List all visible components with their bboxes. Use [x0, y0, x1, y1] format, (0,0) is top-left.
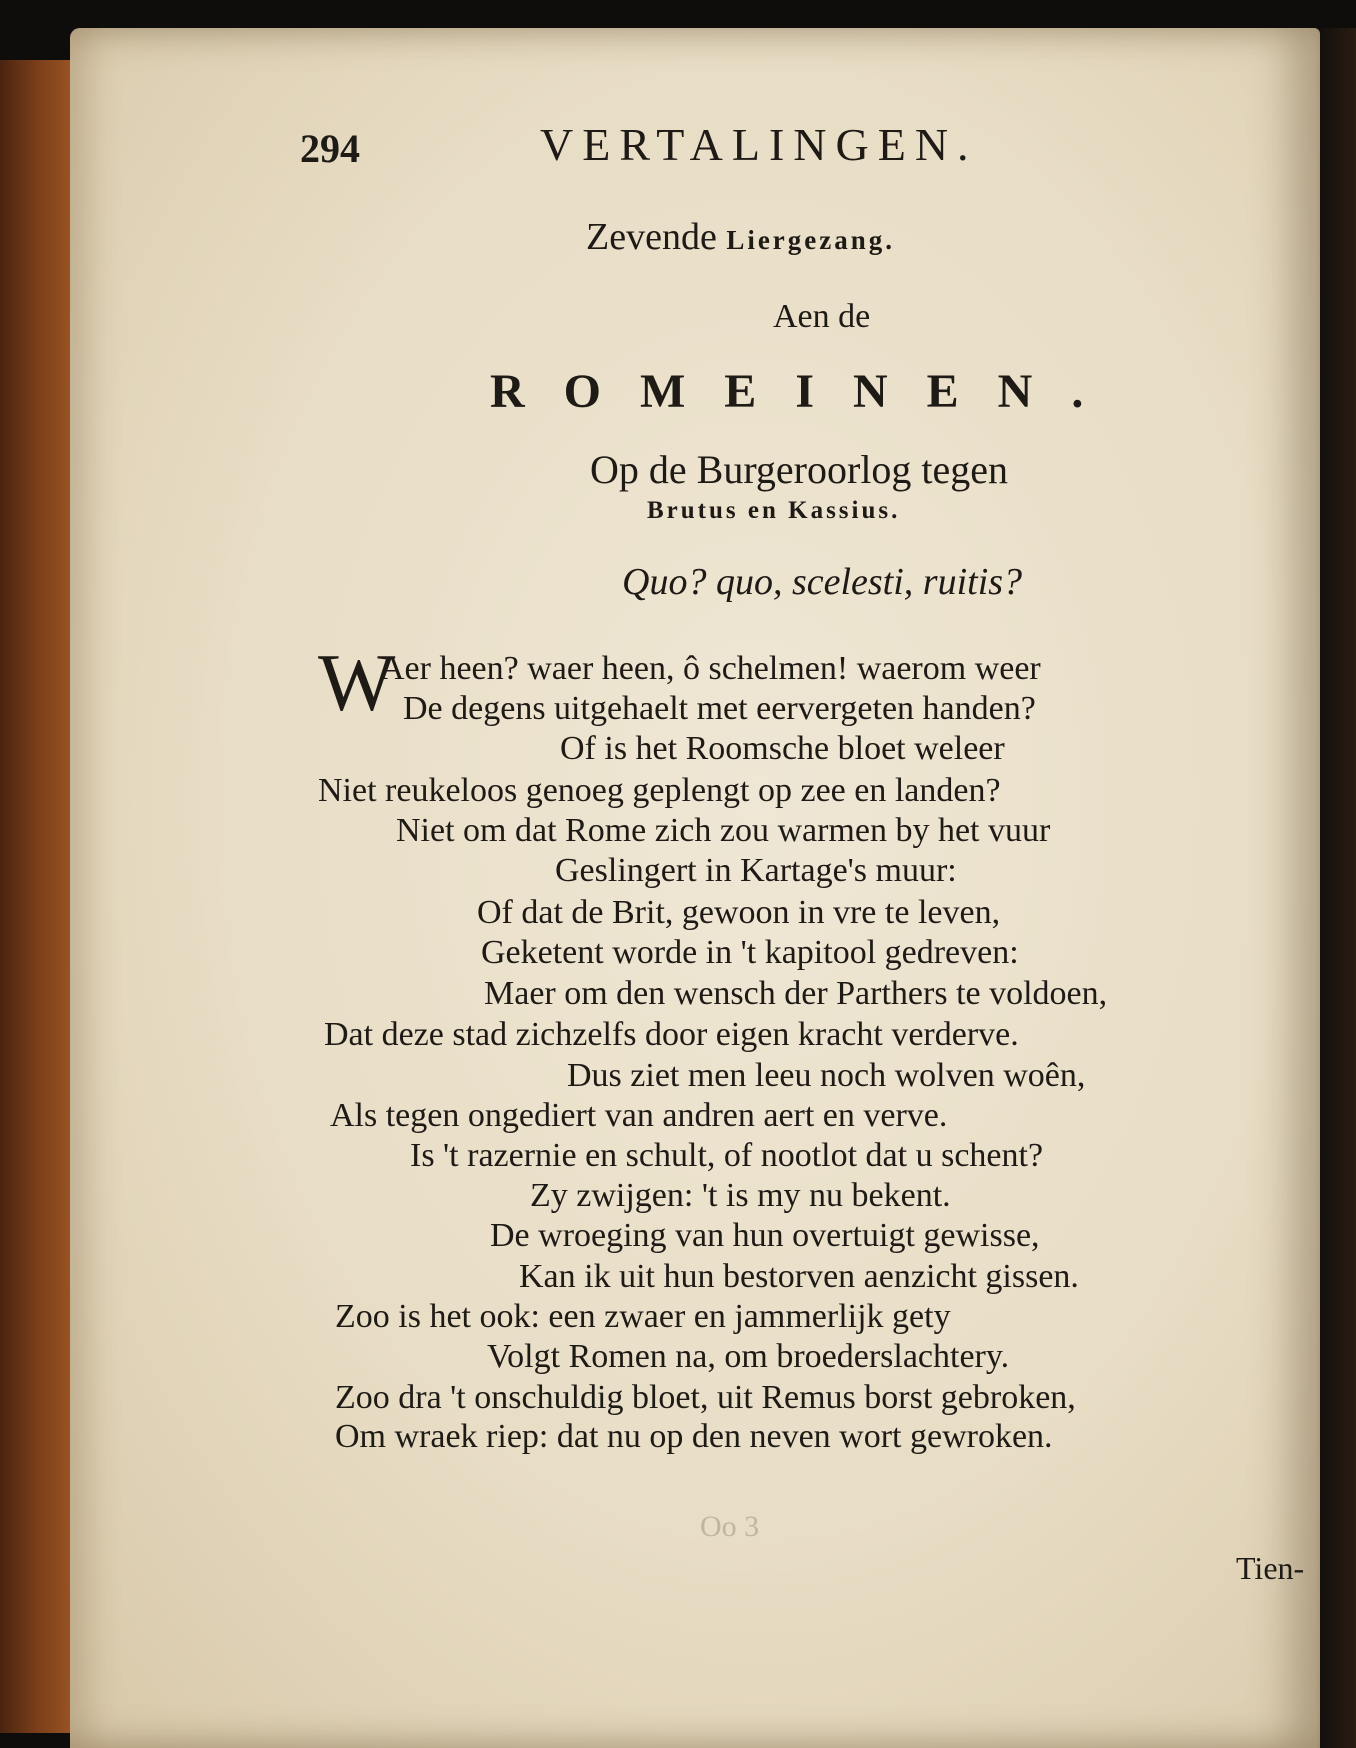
poem-line: Maer om den wensch der Parthers te voldoen, [484, 975, 1108, 1012]
poem-line: Niet om dat Rome zich zou warmen by het vuur [396, 812, 1051, 849]
poem-line: Om wraek riep: dat nu op den neven wort gewroken. [335, 1418, 1053, 1455]
poem-line: Geketent worde in 't kapitool gedreven: [481, 934, 1019, 971]
poem-line: Niet reukeloos genoeg geplengt op zee en landen? [318, 772, 1001, 809]
song-heading [586, 215, 895, 259]
addressee-title: ROMEINEN. [490, 365, 1123, 418]
page-gutter [1316, 28, 1356, 1748]
page-number: 294 [300, 126, 360, 171]
latin-motto: Quo? quo, scelesti, ruitis? [622, 561, 1023, 603]
poem-line: Geslingert in Kartage's muur: [555, 852, 957, 889]
song-type: Liergezang. [726, 225, 896, 255]
poem-line: Als tegen ongediert van andren aert en verve. [330, 1097, 948, 1134]
running-head: VERTALINGEN. [540, 119, 978, 170]
subtitle-line-2: Brutus en Kassius. [647, 497, 901, 524]
poem-line: Zoo is het ook: een zwaer en jammerlijk gety [335, 1298, 951, 1335]
poem-line: Of is het Roomsche bloet weleer [560, 730, 1005, 767]
drop-cap: W [318, 637, 396, 728]
poem-line: Of dat de Brit, gewoon in vre te leven, [477, 894, 1001, 931]
poem-line: Kan ik uit hun bestorven aenzicht gissen. [519, 1258, 1079, 1295]
poem-line: Aer heen? waer heen, ô schelmen! waerom weer [380, 650, 1041, 687]
poem-line: Zoo dra 't onschuldig bloet, uit Remus borst gebroken, [335, 1379, 1076, 1416]
poem-line: Zy zwijgen: 't is my nu bekent. [530, 1177, 951, 1214]
poem-line: Dus ziet men leeu noch wolven woên, [567, 1057, 1086, 1094]
poem-line: De wroeging van hun overtuigt gewisse, [490, 1217, 1040, 1254]
signature-mark: Oo 3 [700, 1510, 760, 1543]
catchword: Tien- [1236, 1550, 1305, 1586]
subtitle-line-1: Op de Burgeroorlog tegen [590, 447, 1009, 492]
dedication: Aen de [773, 298, 871, 335]
song-number: Zevende [586, 216, 717, 258]
poem-line: Dat deze stad zichzelfs door eigen kracht verderve. [324, 1016, 1019, 1053]
poem-line: De degens uitgehaelt met eervergeten handen? [403, 690, 1036, 727]
poem-line: Volgt Romen na, om broederslachtery. [487, 1338, 1010, 1375]
poem-line: Is 't razernie en schult, of nootlot dat u schent? [410, 1137, 1044, 1174]
